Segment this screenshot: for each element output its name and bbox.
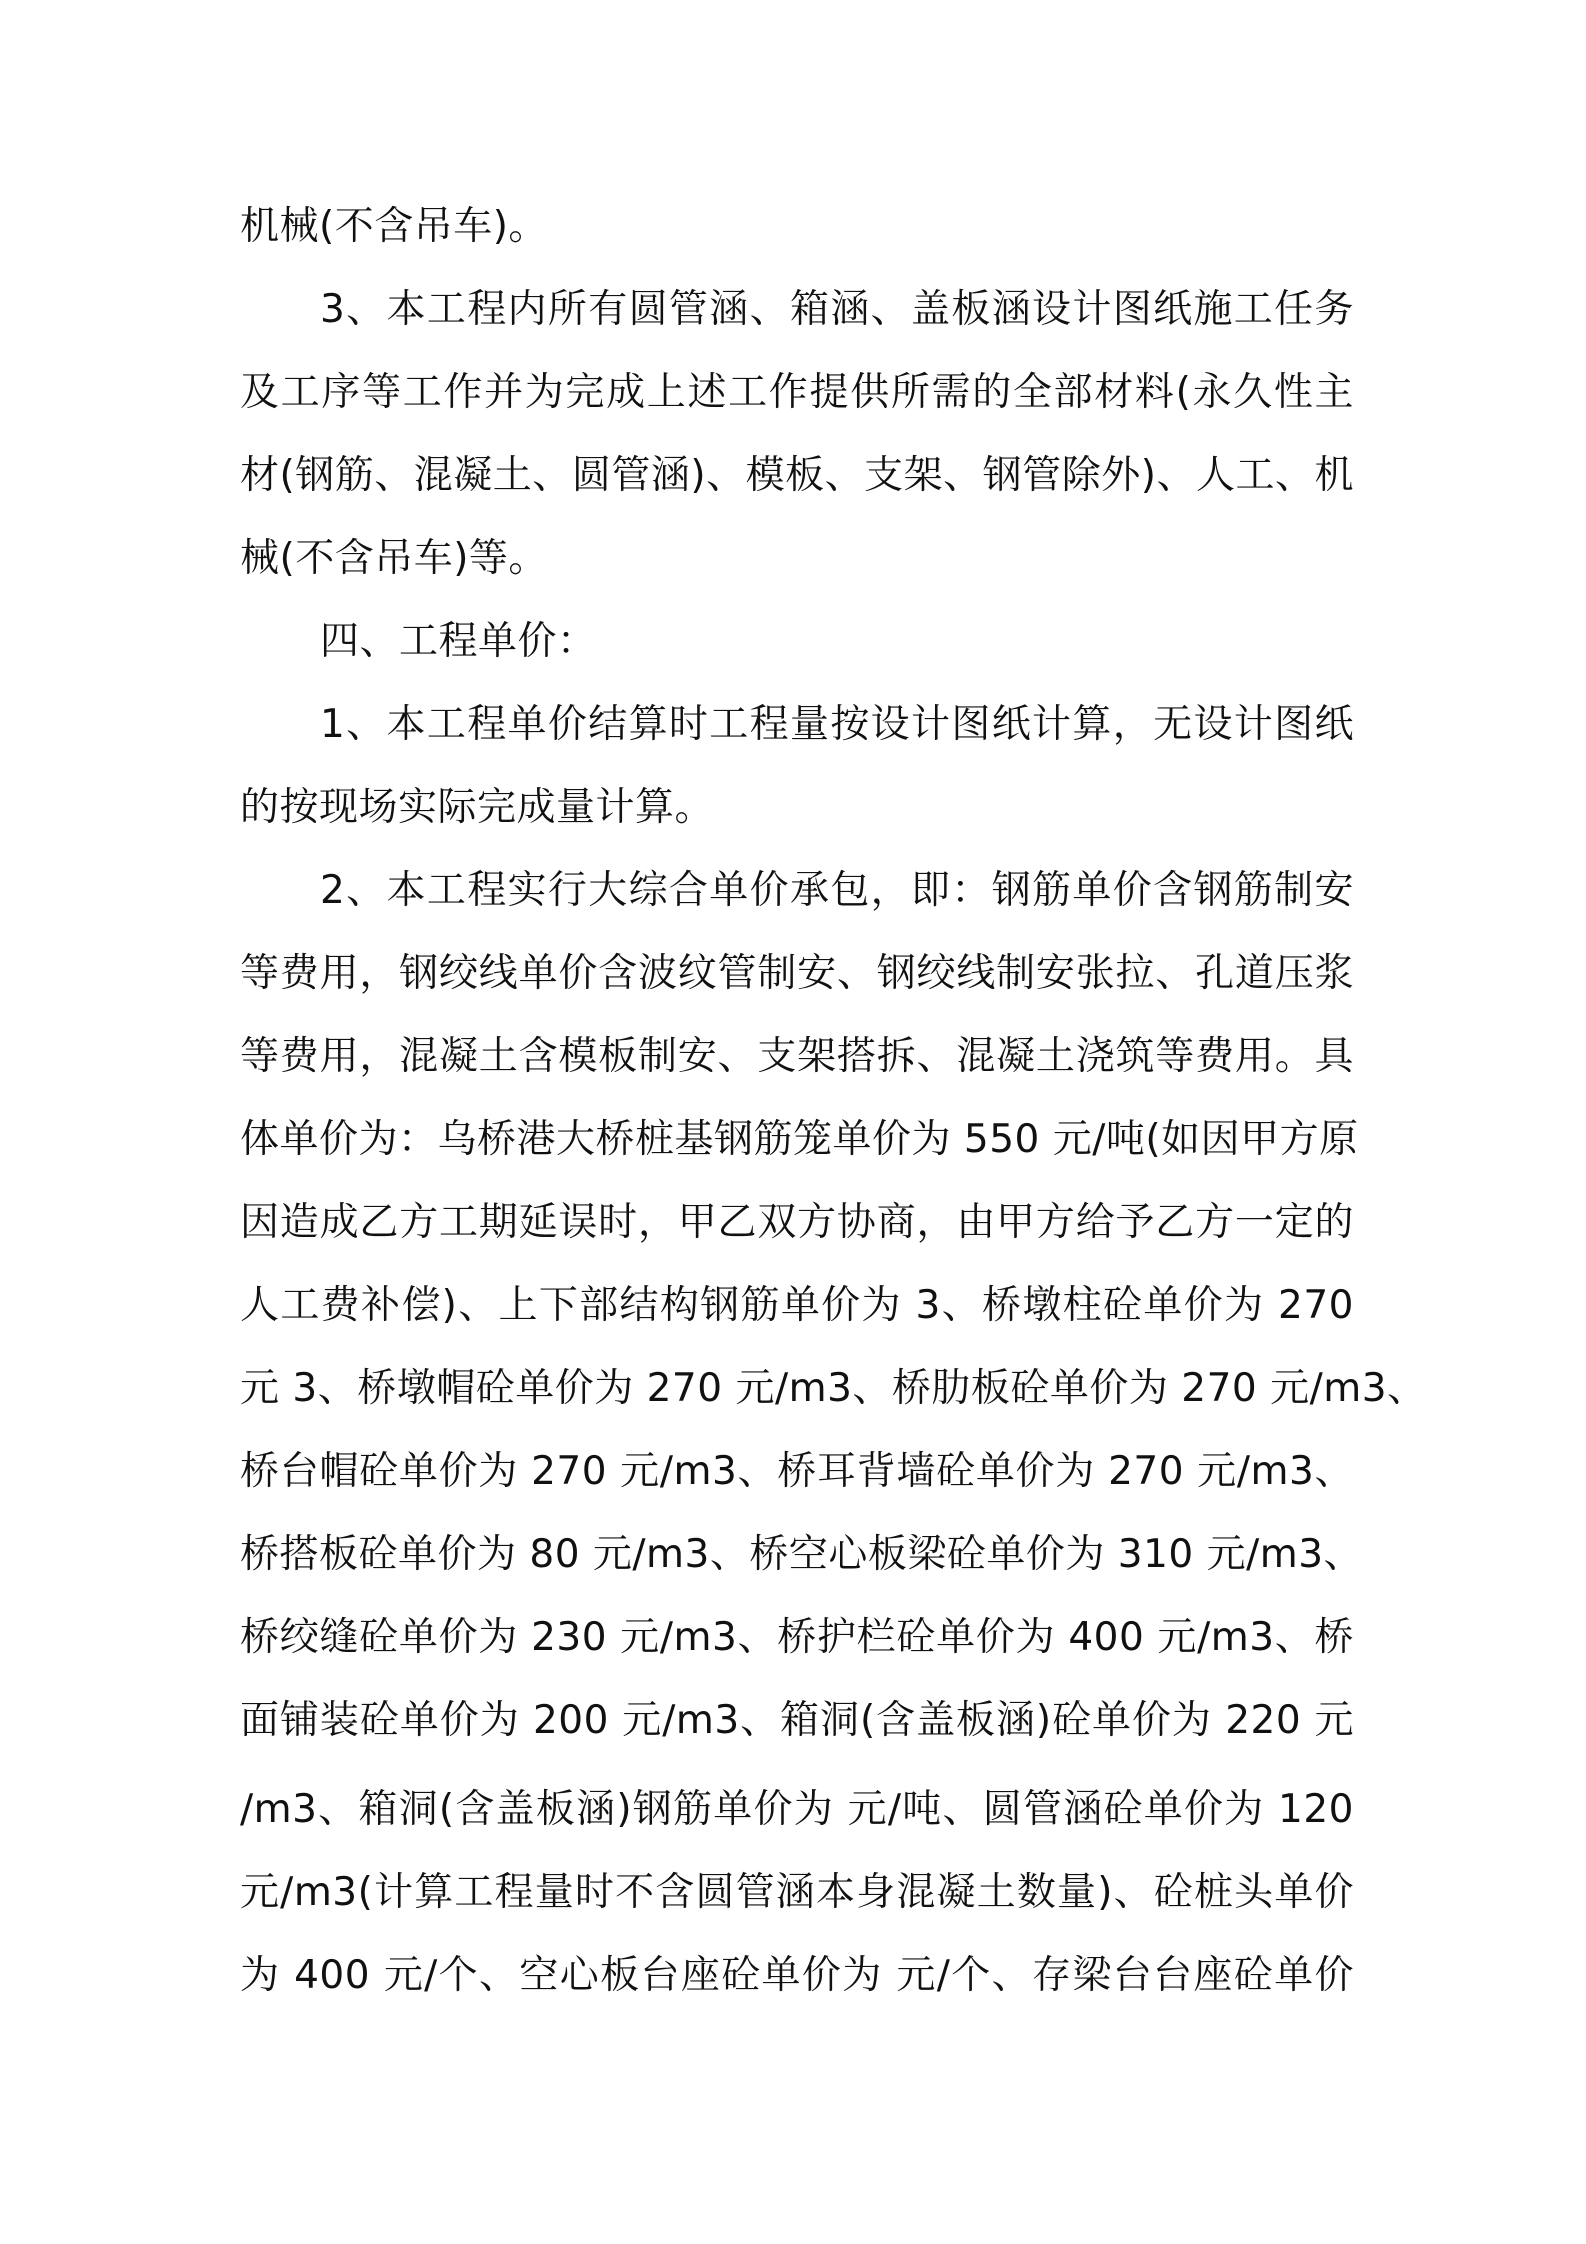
text-line: 3、本工程内所有圆管涵、箱涵、盖板涵设计图纸施工任务 — [320, 287, 1354, 332]
text-line: 的按现场实际完成量计算。 — [240, 785, 715, 830]
text-line: 材(钢筋、混凝土、圆管涵)、模板、支架、钢管除外)、人工、机 — [240, 453, 1354, 498]
text-line: 及工序等工作并为完成上述工作提供所需的全部材料(永久性主 — [240, 370, 1354, 415]
text-line: 元/m3(计算工程量时不含圆管涵本身混凝土数量)、砼桩头单价 — [240, 1870, 1354, 1915]
text-line: 为 400 元/个、空心板台座砼单价为 元/个、存梁台台座砼单价 — [240, 1953, 1354, 1998]
text-line: 体单价为：乌桥港大桥桩基钢筋笼单价为 550 元/吨(如因甲方原 — [240, 1117, 1359, 1162]
text-line: 人工费补偿)、上下部结构钢筋单价为 3、桥墩柱砼单价为 270 — [240, 1283, 1354, 1328]
text-line: 面铺装砼单价为 200 元/m3、箱洞(含盖板涵)砼单价为 220 元 — [240, 1698, 1354, 1743]
text-line: 2、本工程实行大综合单价承包，即：钢筋单价含钢筋制安 — [320, 868, 1354, 913]
text-line: 械(不含吊车)等。 — [240, 536, 548, 581]
text-line: 因造成乙方工期延误时，甲乙双方协商，由甲方给予乙方一定的 — [240, 1200, 1354, 1245]
text-line: 机械(不含吊车)。 — [240, 204, 548, 249]
text-line: 等费用，钢绞线单价含波纹管制安、钢绞线制安张拉、孔道压浆 — [240, 951, 1354, 996]
section-heading: 四、工程单价： — [320, 619, 597, 664]
text-line: 桥搭板砼单价为 80 元/m3、桥空心板梁砼单价为 310 元/m3、 — [240, 1532, 1364, 1577]
text-line: 等费用，混凝土含模板制安、支架搭拆、混凝土浇筑等费用。具 — [240, 1034, 1354, 1079]
document-body — [240, 196, 1427, 2028]
text-line: 桥绞缝砼单价为 230 元/m3、桥护栏砼单价为 400 元/m3、桥 — [240, 1615, 1354, 1660]
text-line: 元 3、桥墩帽砼单价为 270 元/m3、桥肋板砼单价为 270 元/m3、 — [240, 1366, 1427, 1411]
text-line: 1、本工程单价结算时工程量按设计图纸计算，无设计图纸 — [320, 702, 1354, 747]
text-line: 桥台帽砼单价为 270 元/m3、桥耳背墙砼单价为 270 元/m3、 — [240, 1449, 1354, 1494]
text-line: /m3、箱洞(含盖板涵)钢筋单价为 元/吨、圆管涵砼单价为 120 — [240, 1787, 1354, 1832]
